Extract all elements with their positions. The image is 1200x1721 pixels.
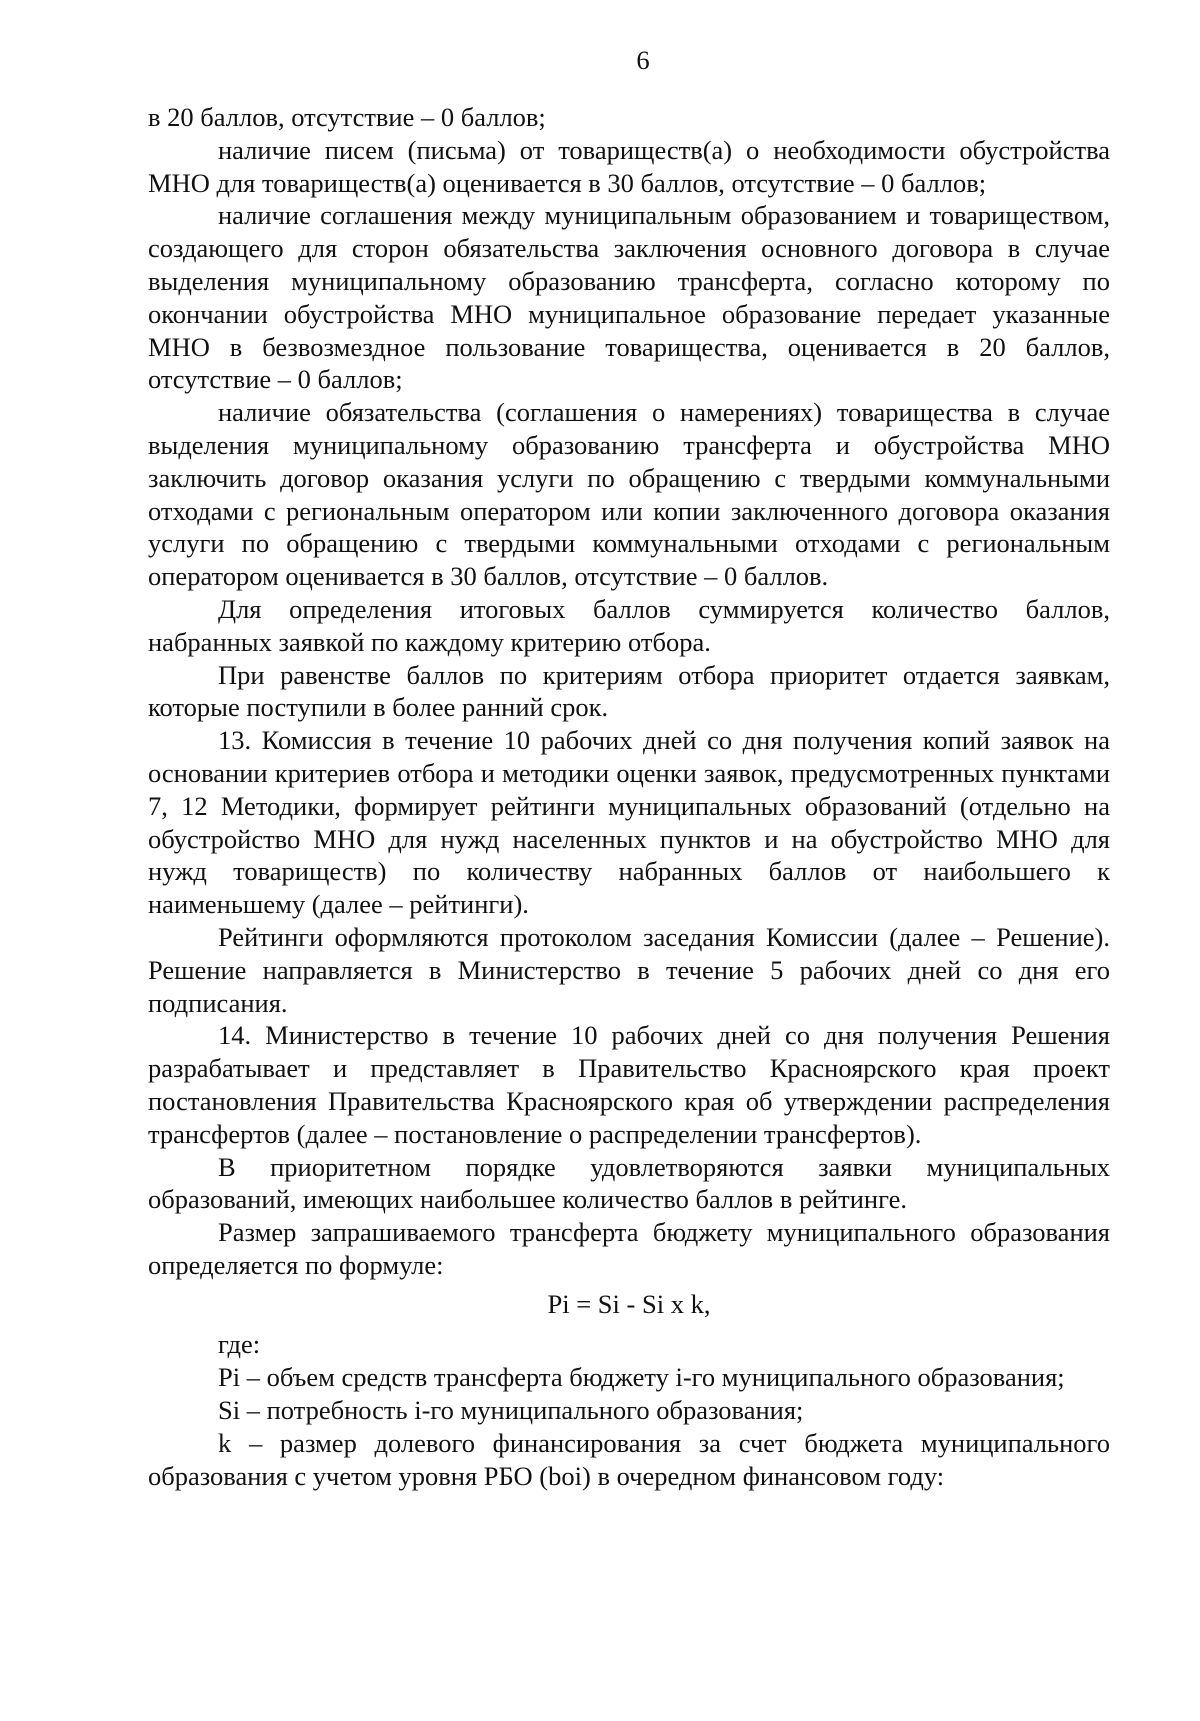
page-number: 6: [636, 45, 650, 75]
paragraph-11: Размер запрашиваемого трансферта бюджету муниципального образования определяется по формуле:: [148, 1217, 1110, 1280]
paragraph-3: наличие соглашения между муниципальным образованием и товариществом, создающего для сторон обязательства заключения основного договора в случае выделения муниципальному образованию трансферта, согласно которому по окончании обустройства МНО муниципальное образование передает указанные МНО в безвозмездное пользование товарищества, оценивается в 20 баллов, отсутствие – 0 баллов;: [148, 200, 1110, 395]
paragraph-8: Рейтинги оформляются протоколом заседания Комиссии (далее – Решение). Решение направляется в Министерство в течение 5 рабочих дней со дня его подписания.: [148, 921, 1110, 1018]
paragraph-10: В приоритетном порядке удовлетворяются заявки муниципальных образований, имеющих наибольшее количество баллов в рейтинге.: [148, 1151, 1110, 1215]
paragraph-1: в 20 баллов, отсутствие – 0 баллов;: [148, 102, 546, 132]
paragraph-2: наличие писем (письма) от товариществ(а) о необходимости обустройства МНО для товариществ(а) оценивается в 30 баллов, отсутствие – 0 баллов;: [148, 134, 1110, 198]
paragraph-9: 14. Министерство в течение 10 рабочих дней со дня получения Решения разрабатывает и представляет в Правительство Красноярского края проект постановления Правительства Красноярского края об утверждении распределения трансфертов (далее – постановление о распределении трансфертов).: [148, 1020, 1110, 1149]
definition-intro: где:: [218, 1329, 261, 1360]
paragraph-7: 13. Комиссия в течение 10 рабочих дней со дня получения копий заявок на основании критериев отбора и методики оценки заявок, предусмотренных пунктами 7, 12 Методики, формирует рейтинги муниципальных образований (отдельно на обустройство МНО для нужд населенных пунктов и на обустройство МНО для нужд товариществ) по количеству набранных баллов от наибольшего к наименьшему (далее – рейтинги).: [148, 725, 1110, 920]
definition-si: Si – потребность i-го муниципального образования;: [218, 1395, 804, 1426]
paragraph-5: Для определения итоговых баллов суммируется количество баллов, набранных заявкой по каждому критерию отбора.: [148, 593, 1110, 657]
paragraph-6: При равенстве баллов по критериям отбора приоритет отдается заявкам, которые поступили в более ранний срок.: [148, 659, 1110, 723]
definition-k: k – размер долевого финансирования за счет бюджета муниципального образования с учетом уровня РБО (boi) в очередном финансовом году:: [148, 1427, 1110, 1491]
paragraph-4: наличие обязательства (соглашения о намерениях) товарищества в случае выделения муниципальному образованию трансферта и обустройства МНО заключить договор оказания услуги по обращению с твердыми коммунальными отходами с региональным оператором или копии заключенного договора оказания услуги по обращению с твердыми коммунальными отходами с региональным оператором оценивается в 30 баллов, отсутствие – 0 баллов.: [148, 397, 1110, 592]
definition-pi: Pi – объем средств трансферта бюджету i-го муниципального образования;: [218, 1362, 1065, 1393]
formula: Pi = Si - Si x k,: [547, 1288, 711, 1319]
